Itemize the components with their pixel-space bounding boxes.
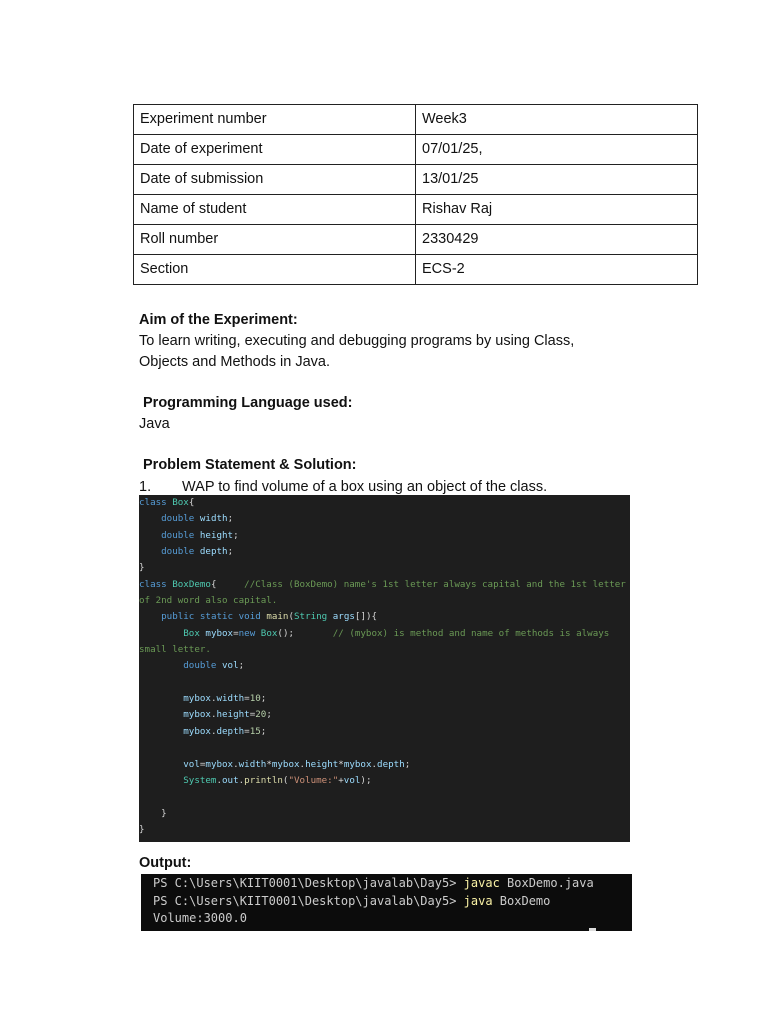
table-row (134, 165, 698, 195)
language-value: Java (139, 416, 170, 432)
language-heading: Programming Language used: (143, 395, 353, 411)
code-line: Box mybox=new Box(); // (mybox) is method and name of methods is always (183, 627, 610, 639)
aim-text (139, 331, 574, 373)
table-cell-value: 13/01/25 (416, 165, 698, 195)
table-cell-label: Roll number (134, 225, 416, 255)
code-screenshot (139, 495, 630, 842)
table-cell-label: Date of submission (134, 165, 416, 195)
code-line: mybox.height=20; (183, 709, 272, 721)
problem-heading: Problem Statement & Solution: (143, 457, 357, 473)
code-line: class BoxDemo{ //Class (BoxDemo) name's 1st letter always capital and the 1st letter (139, 578, 626, 590)
code-line (139, 789, 630, 805)
table-row (134, 255, 698, 285)
output-heading: Output: (139, 855, 192, 871)
table-cell-label: Name of student (134, 195, 416, 225)
code-line: System.out.println("Volume:"+vol); (183, 774, 372, 786)
table-cell-value: 2330429 (416, 225, 698, 255)
table-row (134, 135, 698, 165)
terminal-command: java (463, 893, 493, 908)
aim-heading: Aim of the Experiment: (139, 312, 298, 328)
code-line (139, 675, 630, 691)
terminal-line (153, 893, 632, 911)
code-line: of 2nd word also capital. (139, 595, 278, 607)
table-cell-label: Experiment number (134, 105, 416, 135)
code-line: mybox.width=10; (183, 693, 267, 705)
code-line: double depth; (161, 546, 234, 558)
terminal-prompt: PS C:\Users\KIIT0001\Desktop\javalab\Day5> (153, 893, 464, 908)
table-cell-value: ECS-2 (416, 255, 698, 285)
aim-line: To learn writing, executing and debugging programs by using Class, (139, 333, 575, 349)
code-line: public static void main(String args[]){ (161, 611, 378, 623)
terminal-cursor (589, 928, 596, 931)
table-row (134, 195, 698, 225)
table-cell-value: Week3 (416, 105, 698, 135)
code-line: } (139, 562, 145, 574)
terminal-line (153, 875, 632, 893)
experiment-info-table (133, 104, 698, 285)
table-cell-label: Section (134, 255, 416, 285)
terminal-prompt: PS C:\Users\KIIT0001\Desktop\javalab\Day5> (153, 876, 464, 890)
code-line: double width; (161, 513, 234, 525)
terminal-command: javac (463, 876, 500, 890)
terminal-result: Volume:3000.0 (153, 911, 247, 925)
code-line (139, 740, 630, 756)
terminal-argument: BoxDemo (492, 893, 551, 908)
terminal-output (141, 874, 632, 931)
code-line: small letter. (139, 644, 211, 656)
table-row (134, 225, 698, 255)
problem-number: 1. (139, 479, 152, 495)
code-line: vol=mybox.width*mybox.height*mybox.depth; (183, 758, 411, 770)
terminal-argument: BoxDemo.java (499, 876, 594, 890)
code-line: } (139, 807, 167, 819)
code-line: double height; (161, 529, 239, 541)
table-cell-value: 07/01/25, (416, 135, 698, 165)
code-line: mybox.depth=15; (183, 725, 267, 737)
code-line: } (139, 823, 145, 835)
code-line: class Box{ (139, 497, 195, 508)
table-cell-label: Date of experiment (134, 135, 416, 165)
table-cell-value: Rishav Raj (416, 195, 698, 225)
problem-text: WAP to find volume of a box using an object of the class. (182, 479, 548, 495)
code-line: double vol; (183, 660, 245, 672)
table-row (134, 105, 698, 135)
aim-line: Objects and Methods in Java. (139, 354, 331, 370)
